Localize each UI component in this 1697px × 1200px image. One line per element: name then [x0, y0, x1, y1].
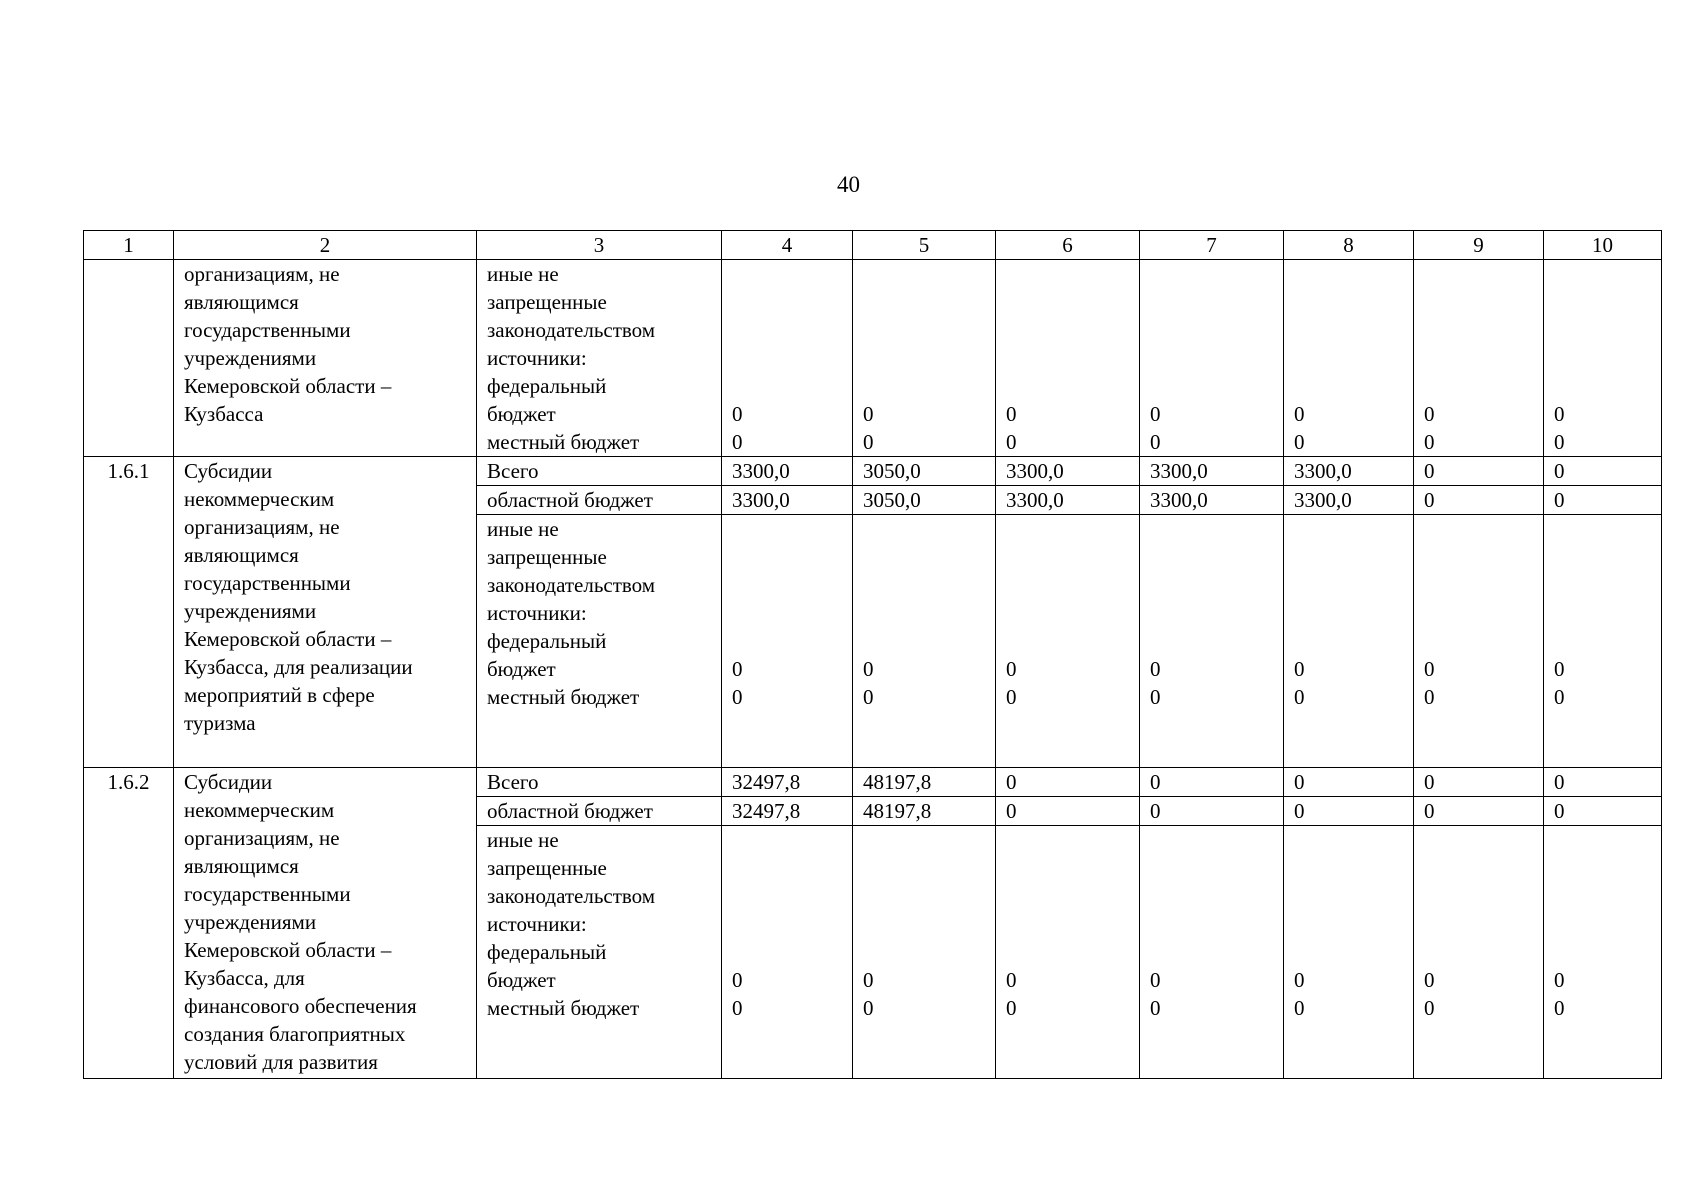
cell-line: бюджет — [487, 968, 556, 992]
spacer — [1294, 938, 1403, 966]
spacer — [1006, 571, 1129, 599]
federal-value: 0 — [1150, 402, 1161, 426]
header-cell: 3 — [477, 231, 722, 260]
cell-line: бюджет — [487, 657, 556, 681]
value-cell — [722, 260, 853, 457]
spacer — [1294, 344, 1403, 372]
federal-value: 0 — [1554, 402, 1565, 426]
local-value: 0 — [1150, 996, 1161, 1020]
spacer — [1424, 571, 1533, 599]
spacer — [1006, 316, 1129, 344]
cell-line: законодательством — [487, 318, 656, 342]
value-cell — [1140, 515, 1284, 768]
spacer — [1554, 882, 1651, 910]
spacer — [1424, 316, 1533, 344]
value-cell — [1414, 260, 1544, 457]
spacer — [1150, 826, 1273, 854]
local-value: 0 — [1424, 685, 1435, 709]
value-cell: 0 — [996, 768, 1140, 797]
cell-line: некоммерческим — [184, 487, 335, 511]
local-value: 0 — [1294, 430, 1305, 454]
page-number: 40 — [837, 172, 860, 197]
value-cell: 3050,0 — [853, 486, 996, 515]
value-cell: 0 — [1544, 457, 1662, 486]
local-value: 0 — [1294, 996, 1305, 1020]
code-cell: 1.6.2 — [84, 768, 174, 1079]
value-cell: 32497,8 — [722, 797, 853, 826]
spacer — [732, 260, 842, 288]
source-label: областной бюджет — [477, 797, 722, 826]
local-value: 0 — [863, 685, 874, 709]
cell-line: организациям, не — [184, 826, 340, 850]
spacer — [1554, 344, 1651, 372]
source-cell — [477, 260, 722, 457]
spacer — [1150, 882, 1273, 910]
local-value: 0 — [1424, 430, 1435, 454]
spacer — [1424, 372, 1533, 400]
local-value: 0 — [1554, 996, 1565, 1020]
federal-value: 0 — [1424, 968, 1435, 992]
value-cell: 0 — [1414, 797, 1544, 826]
spacer — [1294, 599, 1403, 627]
value-cell: 0 — [1284, 797, 1414, 826]
value-cell: 3300,0 — [722, 457, 853, 486]
value-cell — [1140, 826, 1284, 1079]
spacer — [732, 938, 842, 966]
spacer — [1294, 826, 1403, 854]
spacer — [863, 910, 985, 938]
spacer — [863, 316, 985, 344]
value-cell — [722, 826, 853, 1079]
spacer — [1006, 826, 1129, 854]
federal-value: 0 — [1554, 968, 1565, 992]
value-cell: 3300,0 — [1284, 486, 1414, 515]
spacer — [1424, 599, 1533, 627]
local-value: 0 — [863, 430, 874, 454]
spacer — [1150, 627, 1273, 655]
name-cell — [174, 260, 477, 457]
local-value: 0 — [732, 430, 743, 454]
local-value: 0 — [1294, 685, 1305, 709]
spacer — [1554, 260, 1651, 288]
spacer — [1150, 910, 1273, 938]
spacer — [1006, 938, 1129, 966]
cell-line: учреждениями — [184, 910, 317, 934]
header-cell: 4 — [722, 231, 853, 260]
cell-line: некоммерческим — [184, 798, 335, 822]
spacer — [1150, 854, 1273, 882]
cell-line: Субсидии — [184, 459, 273, 483]
local-value: 0 — [1006, 685, 1017, 709]
value-cell — [996, 260, 1140, 457]
spacer — [863, 599, 985, 627]
value-cell: 0 — [996, 797, 1140, 826]
spacer — [1294, 316, 1403, 344]
spacer — [1554, 627, 1651, 655]
federal-value: 0 — [732, 657, 743, 681]
value-cell — [1414, 515, 1544, 768]
code-cell — [84, 260, 174, 457]
cell-line: бюджет — [487, 402, 556, 426]
cell-line: Субсидии — [184, 770, 273, 794]
value-cell — [853, 826, 996, 1079]
cell-line: Кузбасса, для — [184, 966, 305, 990]
spacer — [1424, 543, 1533, 571]
spacer — [1006, 372, 1129, 400]
cell-line: источники: — [487, 601, 587, 625]
cell-line: мероприятий в сфере — [184, 683, 375, 707]
cell-line: учреждениями — [184, 346, 317, 370]
spacer — [1554, 288, 1651, 316]
value-cell: 3300,0 — [996, 457, 1140, 486]
spacer — [1006, 599, 1129, 627]
federal-value: 0 — [1150, 657, 1161, 681]
cell-line: государственными — [184, 882, 351, 906]
spacer — [863, 515, 985, 543]
cell-line: законодательством — [487, 884, 656, 908]
spacer — [1294, 260, 1403, 288]
spacer — [863, 826, 985, 854]
value-cell: 48197,8 — [853, 797, 996, 826]
local-value: 0 — [1424, 996, 1435, 1020]
cell-line: федеральный — [487, 940, 607, 964]
cell-line: учреждениями — [184, 599, 317, 623]
spacer — [1006, 854, 1129, 882]
spacer — [1424, 882, 1533, 910]
spacer — [863, 260, 985, 288]
spacer — [1424, 910, 1533, 938]
cell-line: запрещенные — [487, 545, 607, 569]
value-cell — [996, 515, 1140, 768]
spacer — [1150, 288, 1273, 316]
value-cell: 3300,0 — [722, 486, 853, 515]
spacer — [1554, 826, 1651, 854]
spacer — [732, 882, 842, 910]
name-cell — [174, 457, 477, 768]
value-cell — [1544, 826, 1662, 1079]
spacer — [732, 316, 842, 344]
spacer — [1006, 627, 1129, 655]
federal-value: 0 — [732, 402, 743, 426]
spacer — [1294, 543, 1403, 571]
cell-line: запрещенные — [487, 856, 607, 880]
spacer — [863, 344, 985, 372]
spacer — [1424, 288, 1533, 316]
cell-line: федеральный — [487, 374, 607, 398]
table-row-continuation — [84, 260, 1662, 457]
spacer — [1554, 599, 1651, 627]
spacer — [863, 627, 985, 655]
local-value: 0 — [1006, 430, 1017, 454]
header-row — [84, 231, 1662, 260]
source-label: Всего — [477, 768, 722, 797]
local-value: 0 — [732, 685, 743, 709]
value-cell: 0 — [1544, 797, 1662, 826]
spacer — [1424, 854, 1533, 882]
value-cell: 3050,0 — [853, 457, 996, 486]
federal-value: 0 — [1294, 657, 1305, 681]
spacer — [1150, 260, 1273, 288]
value-cell: 3300,0 — [1284, 457, 1414, 486]
cell-line: являющимся — [184, 290, 299, 314]
value-cell — [1414, 826, 1544, 1079]
value-cell: 3300,0 — [996, 486, 1140, 515]
cell-line: Кемеровской области – — [184, 938, 392, 962]
header-cell: 1 — [84, 231, 174, 260]
cell-line: условий для развития — [184, 1050, 378, 1074]
source-cell — [477, 826, 722, 1079]
spacer — [1006, 288, 1129, 316]
value-cell: 0 — [1414, 486, 1544, 515]
value-cell: 0 — [1544, 768, 1662, 797]
value-cell — [1284, 260, 1414, 457]
federal-value: 0 — [1294, 968, 1305, 992]
source-label: областной бюджет — [477, 486, 722, 515]
cell-line: являющимся — [184, 854, 299, 878]
cell-line: местный бюджет — [487, 430, 640, 454]
spacer — [1150, 316, 1273, 344]
spacer — [1006, 260, 1129, 288]
cell-line: Кузбасса — [184, 402, 264, 426]
federal-value: 0 — [1424, 402, 1435, 426]
cell-line: организациям, не — [184, 515, 340, 539]
header-cell: 6 — [996, 231, 1140, 260]
cell-line: законодательством — [487, 573, 656, 597]
value-cell — [996, 826, 1140, 1079]
cell-line: организациям, не — [184, 262, 340, 286]
spacer — [1424, 938, 1533, 966]
spacer — [732, 826, 842, 854]
spacer — [1554, 938, 1651, 966]
local-value: 0 — [1554, 430, 1565, 454]
cell-line: финансового обеспечения — [184, 994, 417, 1018]
table-row-total — [84, 768, 1662, 797]
spacer — [863, 543, 985, 571]
value-cell: 0 — [1414, 768, 1544, 797]
spacer — [732, 344, 842, 372]
value-cell: 0 — [1140, 797, 1284, 826]
cell-line: Кемеровской области – — [184, 374, 392, 398]
spacer — [1006, 515, 1129, 543]
federal-value: 0 — [1150, 968, 1161, 992]
spacer — [1150, 372, 1273, 400]
source-cell — [477, 515, 722, 768]
cell-line: иные не — [487, 828, 559, 852]
spacer — [1554, 515, 1651, 543]
spacer — [1294, 288, 1403, 316]
local-value: 0 — [1006, 996, 1017, 1020]
spacer — [1554, 571, 1651, 599]
spacer — [732, 543, 842, 571]
spacer — [1554, 543, 1651, 571]
spacer — [863, 288, 985, 316]
spacer — [732, 515, 842, 543]
spacer — [863, 938, 985, 966]
value-cell — [853, 515, 996, 768]
spacer — [1294, 627, 1403, 655]
spacer — [1424, 515, 1533, 543]
spacer — [1424, 260, 1533, 288]
spacer — [1294, 882, 1403, 910]
cell-line: иные не — [487, 517, 559, 541]
federal-value: 0 — [1006, 968, 1017, 992]
spacer — [732, 910, 842, 938]
budget-table — [83, 230, 1662, 1079]
spacer — [1150, 599, 1273, 627]
cell-line: федеральный — [487, 629, 607, 653]
spacer — [863, 854, 985, 882]
header-cell: 2 — [174, 231, 477, 260]
federal-value: 0 — [1006, 402, 1017, 426]
federal-value: 0 — [863, 402, 874, 426]
spacer — [1150, 515, 1273, 543]
local-value: 0 — [1150, 685, 1161, 709]
spacer — [732, 372, 842, 400]
cell-line: создания благоприятных — [184, 1022, 406, 1046]
spacer — [1294, 854, 1403, 882]
cell-line: местный бюджет — [487, 996, 640, 1020]
value-cell: 0 — [1284, 768, 1414, 797]
spacer — [1294, 515, 1403, 543]
value-cell — [1544, 515, 1662, 768]
federal-value: 0 — [732, 968, 743, 992]
value-cell — [1544, 260, 1662, 457]
cell-line: местный бюджет — [487, 685, 640, 709]
value-cell — [853, 260, 996, 457]
spacer — [1006, 543, 1129, 571]
spacer — [863, 882, 985, 910]
cell-line: источники: — [487, 346, 587, 370]
spacer — [1150, 543, 1273, 571]
header-cell: 10 — [1544, 231, 1662, 260]
value-cell — [722, 515, 853, 768]
spacer — [1554, 372, 1651, 400]
value-cell: 3300,0 — [1140, 486, 1284, 515]
spacer — [1150, 571, 1273, 599]
spacer — [1006, 910, 1129, 938]
federal-value: 0 — [1006, 657, 1017, 681]
spacer — [1006, 344, 1129, 372]
spacer — [732, 599, 842, 627]
spacer — [1150, 344, 1273, 372]
value-cell: 0 — [1414, 457, 1544, 486]
cell-line: туризма — [184, 711, 256, 735]
federal-value: 0 — [1424, 657, 1435, 681]
value-cell — [1284, 826, 1414, 1079]
cell-line: государственными — [184, 318, 351, 342]
spacer — [1150, 938, 1273, 966]
spacer — [1006, 882, 1129, 910]
spacer — [1554, 910, 1651, 938]
spacer — [1294, 571, 1403, 599]
cell-line: являющимся — [184, 543, 299, 567]
spacer — [1294, 910, 1403, 938]
cell-line: источники: — [487, 912, 587, 936]
spacer — [1424, 344, 1533, 372]
value-cell — [1140, 260, 1284, 457]
federal-value: 0 — [1554, 657, 1565, 681]
spacer — [1554, 854, 1651, 882]
spacer — [732, 288, 842, 316]
spacer — [863, 571, 985, 599]
spacer — [1554, 316, 1651, 344]
federal-value: 0 — [863, 968, 874, 992]
source-label: Всего — [477, 457, 722, 486]
spacer — [1424, 627, 1533, 655]
value-cell: 3300,0 — [1140, 457, 1284, 486]
value-cell: 0 — [1140, 768, 1284, 797]
federal-value: 0 — [863, 657, 874, 681]
header-cell: 5 — [853, 231, 996, 260]
local-value: 0 — [732, 996, 743, 1020]
table-row-total — [84, 457, 1662, 486]
cell-line: иные не — [487, 262, 559, 286]
value-cell: 32497,8 — [722, 768, 853, 797]
cell-line: запрещенные — [487, 290, 607, 314]
code-cell: 1.6.1 — [84, 457, 174, 768]
cell-line: государственными — [184, 571, 351, 595]
spacer — [732, 627, 842, 655]
local-value: 0 — [863, 996, 874, 1020]
header-cell: 8 — [1284, 231, 1414, 260]
spacer — [732, 854, 842, 882]
value-cell: 48197,8 — [853, 768, 996, 797]
header-cell: 9 — [1414, 231, 1544, 260]
value-cell: 0 — [1544, 486, 1662, 515]
spacer — [732, 571, 842, 599]
cell-line: Кузбасса, для реализации — [184, 655, 413, 679]
cell-line: Кемеровской области – — [184, 627, 392, 651]
federal-value: 0 — [1294, 402, 1305, 426]
spacer — [1294, 372, 1403, 400]
spacer — [863, 372, 985, 400]
name-cell — [174, 768, 477, 1079]
local-value: 0 — [1554, 685, 1565, 709]
spacer — [1424, 826, 1533, 854]
local-value: 0 — [1150, 430, 1161, 454]
value-cell — [1284, 515, 1414, 768]
header-cell: 7 — [1140, 231, 1284, 260]
